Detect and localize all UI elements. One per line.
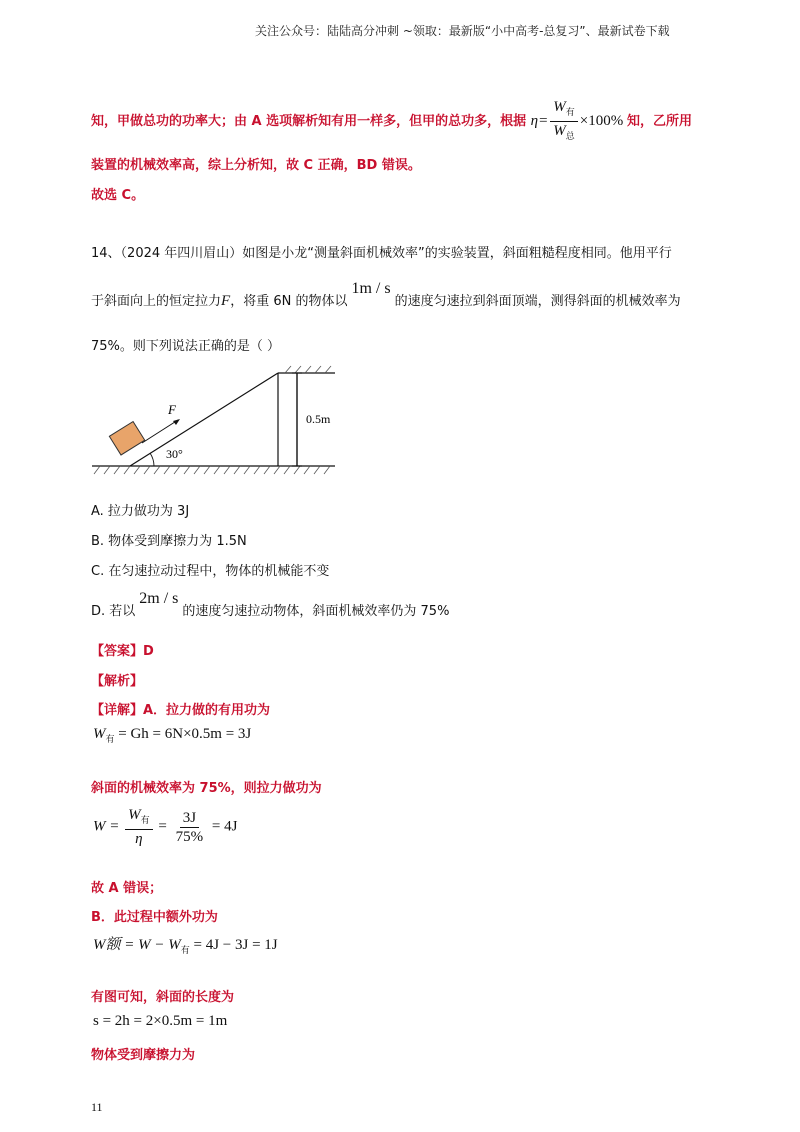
- eq1-w: W: [93, 726, 106, 742]
- force-arrowhead: [173, 419, 180, 425]
- block: [109, 422, 144, 455]
- eq2-frac-2: [173, 809, 207, 846]
- eta-symbol: η=: [530, 112, 549, 129]
- equation-extra-work: [93, 933, 278, 956]
- prev-line-1-text: 知，甲做总功的功率大；由 A 选项解析知有用一样多，但甲的总功多，根据: [91, 113, 527, 129]
- sub-total: 总: [565, 131, 575, 141]
- eq2-w: W: [128, 807, 141, 823]
- option-d-b: 的速度匀速拉动物体，斜面机械效率仍为 75%: [182, 604, 450, 619]
- option-d: [91, 590, 450, 620]
- angle-arc: [150, 453, 154, 466]
- eq2-equals: =: [158, 818, 167, 835]
- eq2-eta: η: [135, 831, 143, 847]
- question-line-3: 75%。则下列说法正确的是（ ）: [91, 339, 281, 354]
- question-line-2-a: 于斜面向上的恒定拉力: [91, 294, 222, 309]
- question-line-2-b: ，将重 6N 的物体以: [230, 294, 348, 309]
- option-d-a: D. 若以: [91, 604, 136, 619]
- text-length: 有图可知，斜面的长度为: [91, 990, 235, 1005]
- force-label: F: [168, 402, 176, 417]
- sub-useful: 有: [565, 107, 575, 117]
- equation-length: s = 2h = 2×0.5m = 1m: [93, 1013, 228, 1029]
- question-line-2-c: 的速度匀速拉到斜面顶端，测得斜面的机械效率为: [394, 294, 681, 309]
- speed-1: 1m / s: [351, 280, 391, 297]
- text-friction: 物体受到摩擦力为: [91, 1048, 196, 1063]
- prev-line-1-end: 知，乙所用: [626, 113, 692, 129]
- eq2-75: 75%: [175, 828, 204, 845]
- height-label: 0.5m: [306, 412, 331, 426]
- page-number: 11: [91, 1100, 103, 1114]
- prev-line-2: 装置的机械效率高，综上分析知，故 C 正确，BD 错误。: [91, 158, 421, 173]
- w-total: W: [553, 123, 566, 139]
- page-header: 关注公众号：陆陆高分冲刺 ~领取：最新版“小中高考-总复习”、最新试卷下载: [255, 24, 670, 38]
- answer-label: 【答案】D: [91, 644, 154, 659]
- prev-line-1: [91, 98, 692, 145]
- text-a-wrong: 故 A 错误；: [91, 881, 163, 896]
- option-a: A. 拉力做功为 3J: [91, 504, 190, 519]
- eq1-rest: = Gh = 6N×0.5m = 3J: [118, 726, 252, 742]
- eq3-main: W额 = W − W: [93, 937, 181, 953]
- detail-a: 【详解】A．拉力做的有用功为: [91, 703, 271, 718]
- eq2-sub: 有: [140, 815, 150, 825]
- eq1-sub: 有: [105, 734, 115, 744]
- option-b: B. 物体受到摩擦力为 1.5N: [91, 534, 247, 549]
- force-symbol: F: [221, 293, 231, 309]
- analysis-label: 【解析】: [91, 674, 144, 689]
- ground-hatching: [92, 466, 335, 474]
- option-c: C. 在匀速拉动过程中，物体的机械能不变: [91, 564, 330, 579]
- question-line-1: 14、（2024 年四川眉山）如图是小龙“测量斜面机械效率”的实验装置，斜面粗糙程度相同。他用平行: [91, 246, 672, 261]
- equation-useful-work: [93, 726, 251, 745]
- text-efficiency: 斜面的机械效率为 75%，则拉力做功为: [91, 781, 322, 796]
- eq2-lhs: W =: [93, 818, 120, 835]
- prev-line-3: 故选 C。: [91, 188, 145, 203]
- eq2-3j: 3J: [180, 809, 199, 828]
- incline-diagram: [90, 360, 350, 485]
- speed-2: 2m / s: [139, 590, 179, 607]
- eq3-sub: 有: [180, 945, 190, 955]
- formula-fraction: [550, 98, 578, 145]
- eq2-rhs: = 4J: [211, 818, 238, 835]
- w-useful: W: [553, 99, 566, 115]
- equation-total-work: [93, 806, 237, 848]
- top-hatching: [278, 366, 335, 373]
- eq2-frac-1: [125, 806, 153, 848]
- text-b: B．此过程中额外功为: [91, 910, 218, 925]
- efficiency-formula: [530, 99, 627, 141]
- eq3-rhs: = 4J − 3J = 1J: [193, 937, 278, 953]
- question-line-2: [91, 280, 681, 310]
- angle-label: 30°: [166, 447, 183, 461]
- incline-surface: [130, 373, 278, 466]
- percent-factor: ×100%: [579, 112, 624, 129]
